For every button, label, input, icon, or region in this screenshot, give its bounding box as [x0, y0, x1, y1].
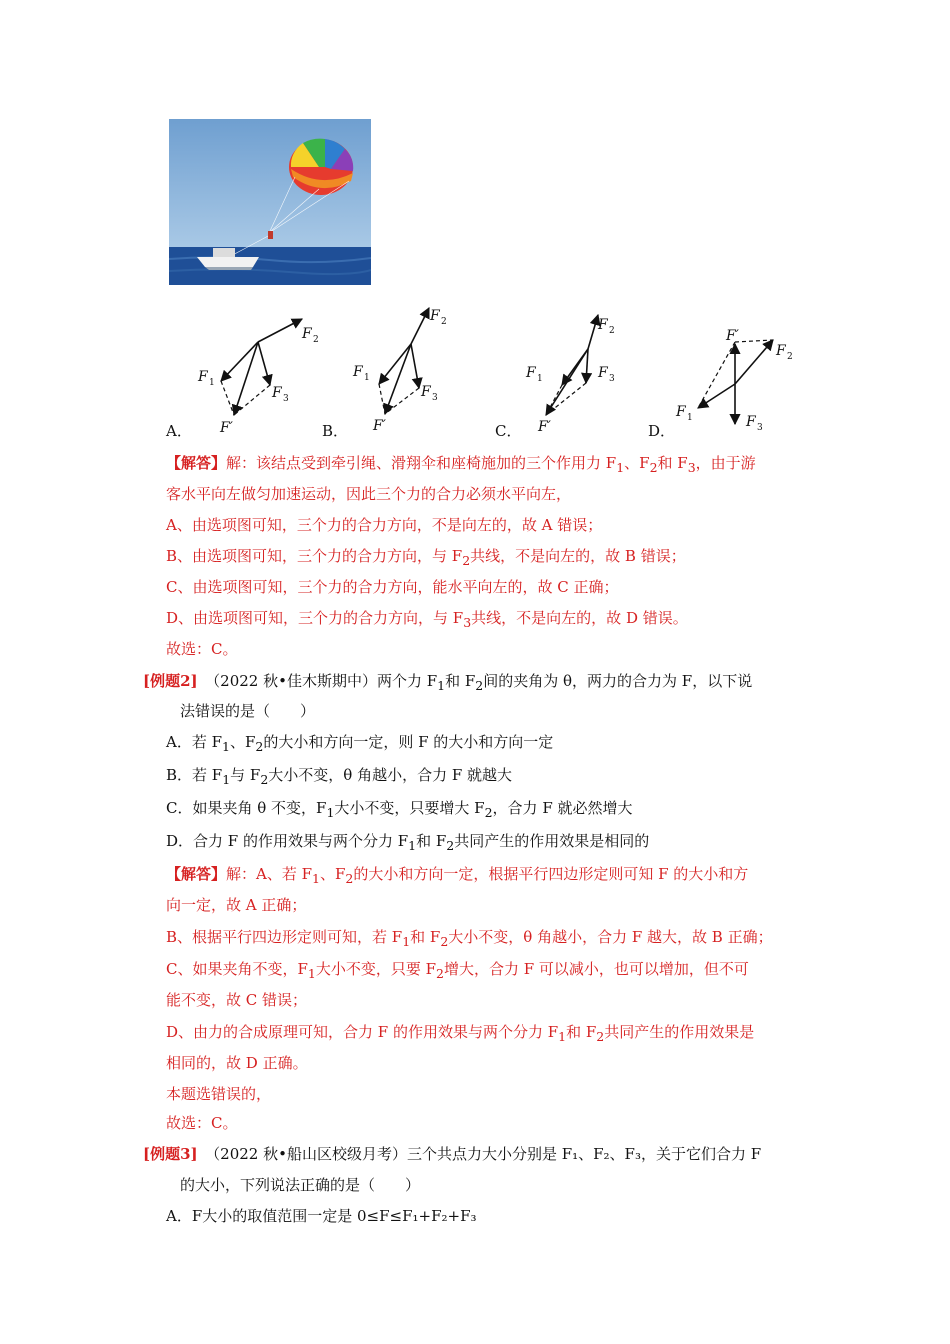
subscript: 2	[462, 553, 471, 568]
text: 和 F	[445, 672, 476, 690]
text: 大小不变，只要 F	[315, 960, 437, 978]
text: D、由选项图可知，三个力的合力方向，与 F	[166, 609, 464, 627]
ex2-option-d[interactable]	[166, 830, 649, 857]
ex1-answer-line-3: A、由选项图可知，三个力的合力方向，不是向左的，故 A 错误；	[166, 516, 603, 534]
ex1-answer-line-4	[166, 545, 686, 572]
text: ，由于游	[695, 454, 756, 472]
text: B、由选项图可知，三个力的合力方向，与 F	[166, 547, 463, 565]
text: 解：该结点受到牵引绳、滑翔伞和座椅施加的三个作用力 F	[226, 454, 617, 472]
text: 大小不变，只要增大 F	[334, 799, 485, 817]
subscript: 2	[484, 805, 493, 820]
ex2-answer-line-1	[166, 863, 748, 890]
text: D、由力的合成原理可知，合力 F 的作用效果与两个分力 F	[166, 1023, 559, 1041]
subscript: 1	[558, 1029, 567, 1044]
label-f1: F	[198, 369, 208, 385]
ex1-answer-line-5: C、由选项图可知，三个力的合力方向，能水平向左的，故 C 正确；	[166, 578, 619, 596]
text: 间的夹角为 θ，两力的合力为 F，以下说	[483, 672, 753, 690]
subscript: 3	[463, 615, 472, 630]
label-f1: F	[526, 365, 536, 381]
subscript: 2	[440, 934, 449, 949]
ex2-option-b[interactable]	[166, 764, 512, 791]
text: 与 F	[230, 766, 261, 784]
label-f1-sub: 1	[687, 413, 693, 423]
option-label-a: A．	[166, 422, 192, 440]
text: 、F	[319, 865, 346, 883]
subscript: 1	[312, 871, 320, 886]
label-f2: F	[776, 343, 786, 359]
ex1-answer-line-6	[166, 607, 688, 634]
text: 的大小和方向一定，根据平行四边形定则可知 F 的大小和方	[353, 865, 749, 883]
ex2-answer-line-2: 向一定，故 A 正确；	[166, 896, 307, 914]
label-f3: F	[746, 414, 756, 430]
ex1-answer-line-1	[166, 452, 756, 479]
text: 和 F	[410, 928, 441, 946]
text: 大小不变，θ 角越小，合力 F 就越大	[268, 766, 513, 784]
label-f3: F	[272, 385, 282, 401]
label-f2: F	[430, 308, 440, 324]
option-label-c: C．	[495, 422, 522, 440]
ex2-answer-line-4	[166, 958, 749, 985]
subscript: 2	[345, 871, 354, 886]
text: 、F	[229, 733, 256, 751]
label-f3-sub: 3	[283, 394, 289, 404]
text: （2022 秋•船山区校级月考）三个共点力大小分别是 F₁、F₂、F₃，关于它们合力 F	[212, 1145, 762, 1163]
label-fprime: F′	[538, 419, 551, 435]
text: 大小不变，θ 角越小，合力 F 越大，故 B 正确；	[448, 928, 773, 946]
text: A．若 F	[166, 733, 223, 751]
subscript: 1	[307, 966, 316, 981]
ex2-question-line-1	[143, 670, 752, 697]
ex2-question-line-2: 法错误的是（ ）	[180, 702, 316, 720]
ex2-answer-line-8: 本题选错误的，	[166, 1085, 272, 1103]
answer-tag: 【解答】	[166, 454, 227, 472]
text: 共线，不是向左的，故 B 错误；	[470, 547, 686, 565]
subscript: 2	[649, 460, 658, 475]
label-f2-sub: 2	[441, 317, 447, 327]
subscript: 2	[475, 678, 484, 693]
ex2-answer-choice: 故选：C。	[166, 1114, 238, 1132]
text: 的大小和方向一定，则 F 的大小和方向一定	[263, 733, 554, 751]
label-f2-sub: 2	[787, 352, 793, 362]
label-f3-sub: 3	[757, 423, 763, 433]
label-f2-sub: 2	[313, 335, 319, 345]
text: B．若 F	[166, 766, 223, 784]
label-f1: F	[676, 404, 686, 420]
label-f2: F	[598, 317, 608, 333]
ex2-option-c[interactable]	[166, 797, 633, 824]
label-f3-sub: 3	[609, 374, 615, 384]
example-tag: [例题3]	[143, 1145, 198, 1163]
text: 解：A、若 F	[226, 865, 313, 883]
subscript: 3	[687, 460, 696, 475]
text: 共同产生的作用效果是	[604, 1023, 755, 1041]
label-f1-sub: 1	[209, 378, 215, 388]
ex3-question-line-1	[143, 1143, 761, 1165]
answer-tag: 【解答】	[166, 865, 227, 883]
label-f3: F	[421, 384, 431, 400]
ex3-option-a[interactable]: A．F大小的取值范围一定是 0≤F≤F₁+F₂+F₃	[166, 1207, 477, 1225]
label-f1: F	[353, 364, 363, 380]
subscript: 1	[616, 460, 625, 475]
text: 和 F	[657, 454, 688, 472]
subscript: 2	[446, 838, 455, 853]
text: 、F	[624, 454, 650, 472]
label-f1-sub: 1	[537, 374, 543, 384]
label-f1-sub: 1	[364, 373, 370, 383]
subscript: 2	[596, 1029, 605, 1044]
label-f2: F	[302, 326, 312, 342]
text: C、如果夹角不变，F	[166, 960, 308, 978]
force-diagram-b	[345, 300, 465, 440]
text: 和 F	[416, 832, 447, 850]
label-f3: F	[598, 365, 608, 381]
option-label-d: D．	[648, 422, 676, 440]
label-f2-sub: 2	[609, 326, 615, 336]
text: C．如果夹角 θ 不变，F	[166, 799, 327, 817]
ex1-answer-choice: 故选：C。	[166, 640, 238, 658]
subscript: 1	[222, 772, 231, 787]
ex2-answer-line-3	[166, 926, 773, 953]
parasailing-photo	[169, 119, 371, 285]
text: B、根据平行四边形定则可知，若 F	[166, 928, 403, 946]
subscript: 1	[402, 934, 411, 949]
text: ，合力 F 就必然增大	[492, 799, 633, 817]
subscript: 1	[222, 739, 230, 754]
subscript: 2	[436, 966, 444, 981]
ex2-option-a[interactable]	[166, 731, 553, 758]
ex2-answer-line-7: 相同的，故 D 正确。	[166, 1054, 308, 1072]
force-diagram-d	[670, 320, 805, 440]
label-fprime: F′	[220, 420, 233, 436]
label-f3-sub: 3	[432, 393, 438, 403]
subscript: 2	[255, 739, 264, 754]
example-tag: [例题2]	[143, 672, 198, 690]
ex1-answer-line-2: 客水平向左做匀加速运动，因此三个力的合力必须水平向左，	[166, 485, 572, 503]
force-diagram-a	[190, 305, 330, 440]
text: 共同产生的作用效果是相同的	[454, 832, 650, 850]
text: D．合力 F 的作用效果与两个分力 F	[166, 832, 409, 850]
option-label-b: B．	[322, 422, 349, 440]
text: 和 F	[566, 1023, 597, 1041]
subscript: 1	[408, 838, 417, 853]
subscript: 2	[260, 772, 269, 787]
text: （2022 秋•佳木斯期中）两个力 F	[212, 672, 438, 690]
text: 共线，不是向左的，故 D 错误。	[471, 609, 688, 627]
ex2-answer-line-6	[166, 1021, 754, 1048]
force-diagram-c	[520, 305, 630, 440]
ex3-question-line-2: 的大小，下列说法正确的是（ ）	[180, 1176, 421, 1194]
text: 增大，合力 F 可以减小，也可以增加，但不可	[443, 960, 749, 978]
ex2-answer-line-5: 能不变，故 C 错误；	[166, 991, 308, 1009]
label-fprime: F′	[373, 418, 386, 434]
label-fprime: F′	[726, 328, 739, 344]
subscript: 1	[437, 678, 446, 693]
subscript: 1	[326, 805, 335, 820]
